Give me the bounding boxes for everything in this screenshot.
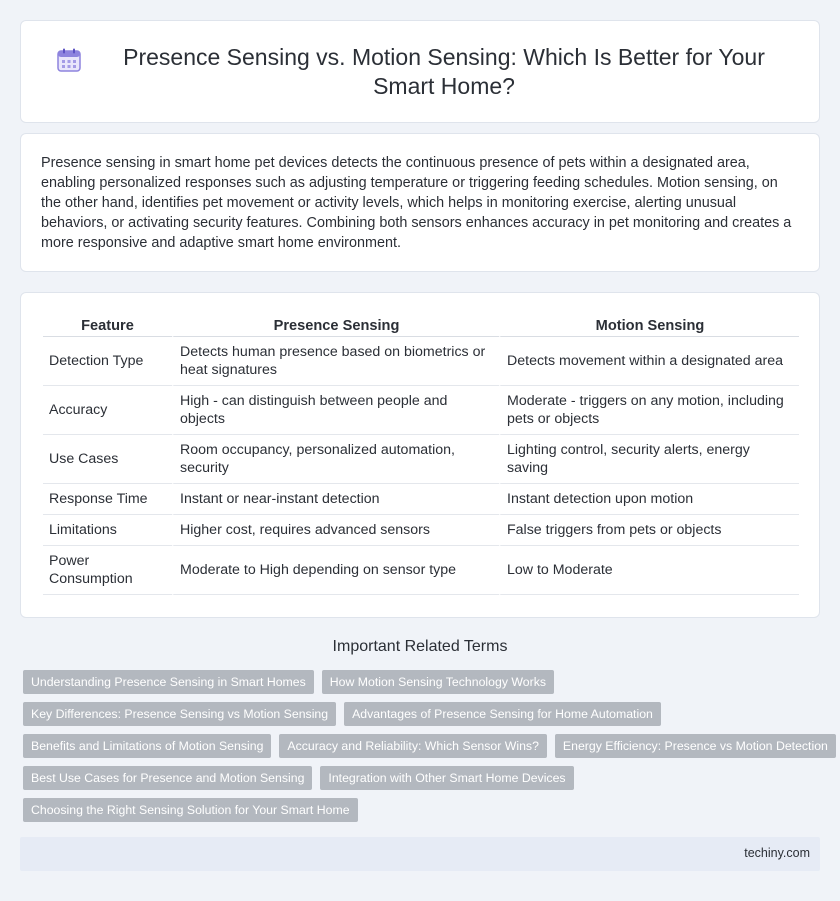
row-motion-cell: Moderate - triggers on any motion, including pets or objects (499, 386, 799, 435)
table-row (43, 386, 799, 435)
table-row (43, 484, 799, 515)
table-header-row (43, 313, 799, 337)
comparison-table (43, 313, 799, 595)
table-row (43, 515, 799, 546)
related-term-tag[interactable]: Benefits and Limitations of Motion Sensing (23, 734, 271, 758)
footer-site-link[interactable]: techiny.com (744, 846, 810, 860)
page-title: Presence Sensing vs. Motion Sensing: Which Is Better for Your Smart Home? (123, 43, 765, 99)
row-feature-cell: Response Time (43, 484, 172, 515)
row-motion-cell: False triggers from pets or objects (499, 515, 799, 546)
row-presence-cell: Detects human presence based on biometrics or heat signatures (172, 337, 499, 386)
row-presence-cell: Room occupancy, personalized automation, security (172, 435, 499, 484)
table-row (43, 337, 799, 386)
row-presence-cell: Instant or near-instant detection (172, 484, 499, 515)
header-presence-sensing: Presence Sensing (172, 313, 499, 337)
row-feature-cell: Accuracy (43, 386, 172, 435)
footer (20, 837, 820, 871)
header-motion-sensing: Motion Sensing (499, 313, 799, 337)
tag-row (23, 798, 823, 822)
related-term-tag[interactable]: Best Use Cases for Presence and Motion Sensing (23, 766, 312, 790)
table-row (43, 546, 799, 595)
row-presence-cell: Moderate to High depending on sensor type (172, 546, 499, 595)
calendar-icon (56, 47, 82, 73)
intro-paragraph: Presence sensing in smart home pet devices detects the continuous presence of pets within a designated area, enabling personalized responses such as adjusting temperature or triggering feeding schedules. Motion sensing, on the other hand, identifies pet movement or activity levels, which helps in monitoring exercise, alerting unusual behaviors, or activating security features. Combining both sensors enhances accuracy in pet monitoring and creates a more responsive and adaptive smart home environment. (41, 155, 792, 251)
related-terms-tags (23, 670, 828, 830)
tag-row (23, 766, 823, 790)
related-term-tag[interactable]: Understanding Presence Sensing in Smart Homes (23, 670, 314, 694)
intro-card (20, 133, 820, 272)
tag-row (23, 702, 823, 726)
comparison-table-card (20, 292, 820, 618)
row-feature-cell: Use Cases (43, 435, 172, 484)
row-presence-cell: High - can distinguish between people and objects (172, 386, 499, 435)
related-term-tag[interactable]: Integration with Other Smart Home Devices (320, 766, 573, 790)
row-feature-cell: Power Consumption (43, 546, 172, 595)
row-motion-cell: Instant detection upon motion (499, 484, 799, 515)
related-term-tag[interactable]: Accuracy and Reliability: Which Sensor Wins? (279, 734, 547, 758)
tag-row (23, 670, 823, 694)
related-term-tag[interactable]: How Motion Sensing Technology Works (322, 670, 554, 694)
title-card (20, 20, 820, 123)
row-motion-cell: Detects movement within a designated area (499, 337, 799, 386)
header-feature: Feature (43, 313, 172, 337)
table-row (43, 435, 799, 484)
row-motion-cell: Lighting control, security alerts, energy saving (499, 435, 799, 484)
row-motion-cell: Low to Moderate (499, 546, 799, 595)
related-term-tag[interactable]: Advantages of Presence Sensing for Home Automation (344, 702, 661, 726)
row-feature-cell: Limitations (43, 515, 172, 546)
title-wrap (50, 43, 790, 101)
related-term-tag[interactable]: Key Differences: Presence Sensing vs Motion Sensing (23, 702, 336, 726)
related-term-tag[interactable]: Choosing the Right Sensing Solution for Your Smart Home (23, 798, 358, 822)
related-term-tag[interactable]: Energy Efficiency: Presence vs Motion Detection (555, 734, 836, 758)
row-presence-cell: Higher cost, requires advanced sensors (172, 515, 499, 546)
related-terms-heading: Important Related Terms (332, 638, 508, 655)
row-feature-cell: Detection Type (43, 337, 172, 386)
tag-row (23, 734, 828, 758)
